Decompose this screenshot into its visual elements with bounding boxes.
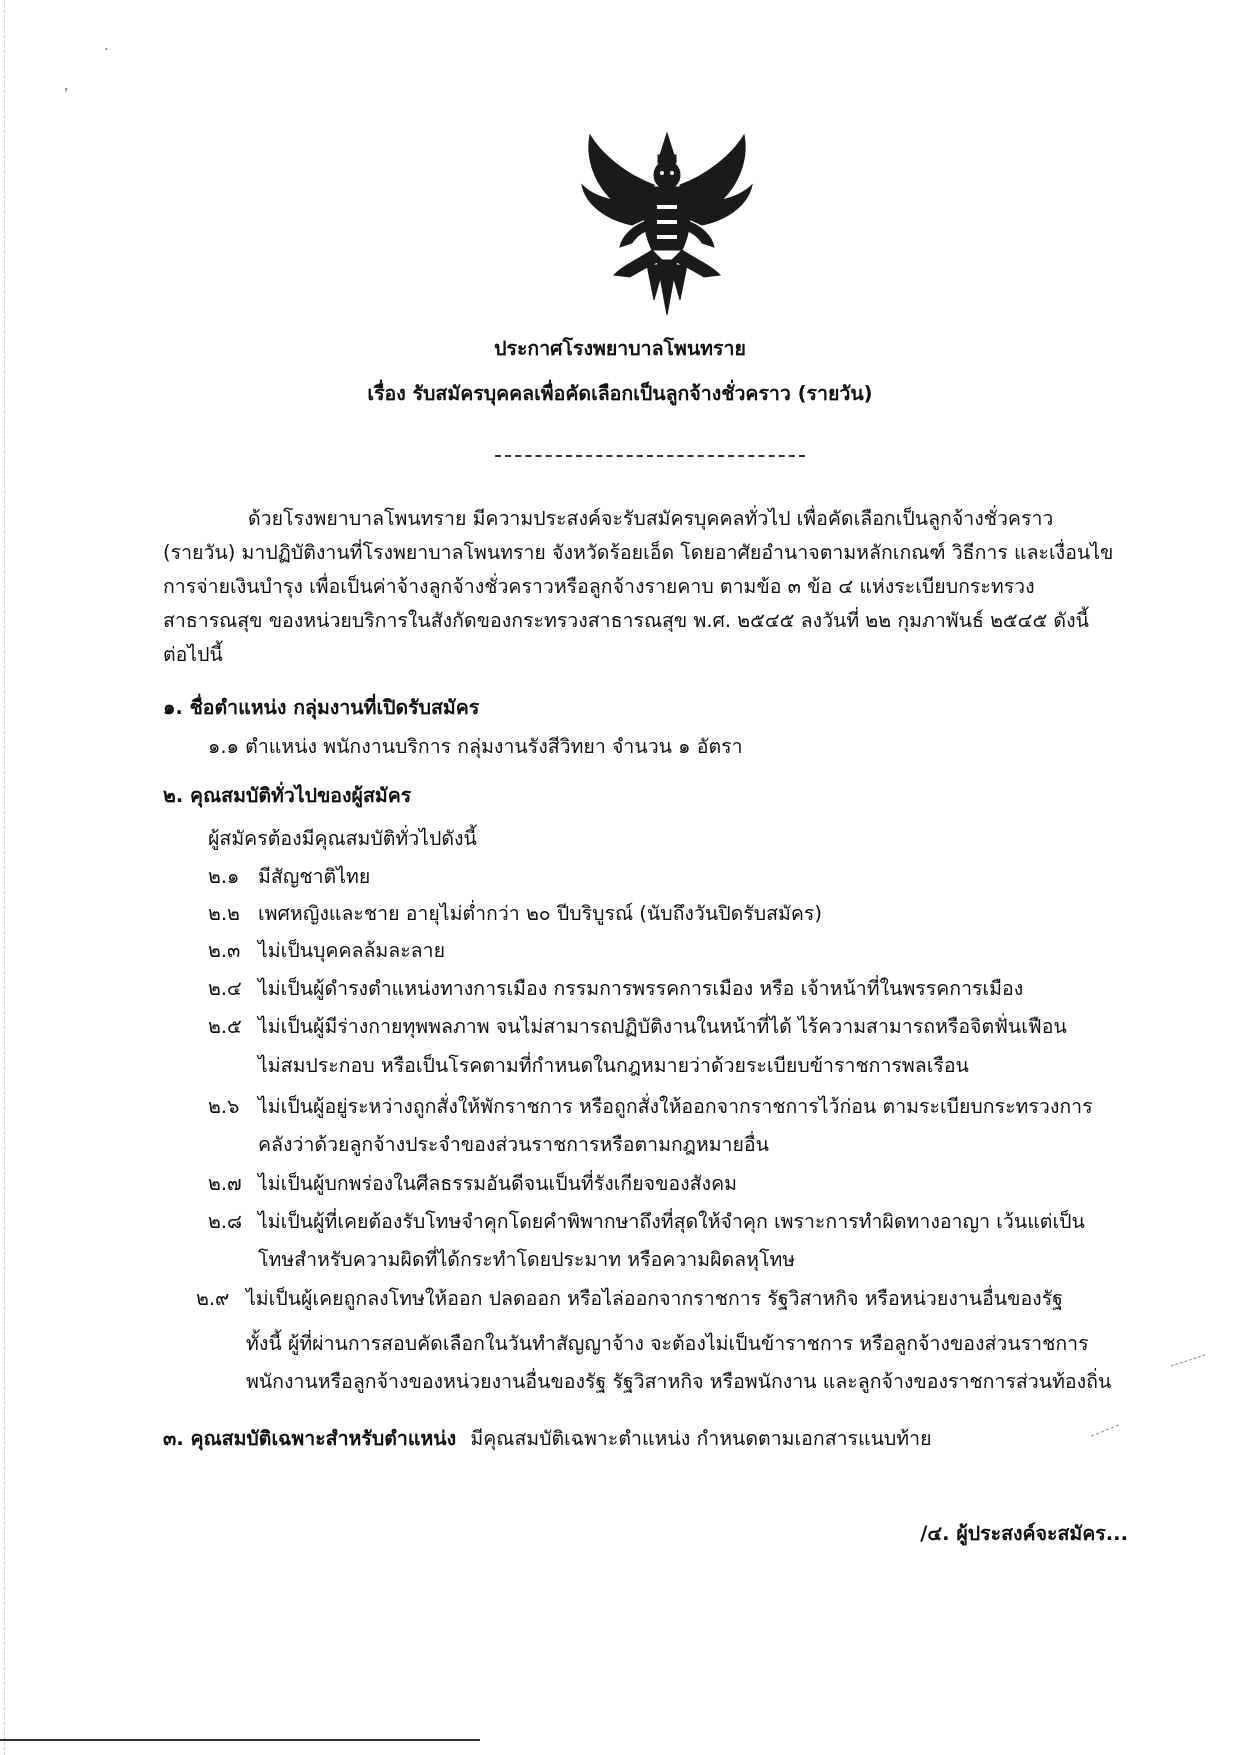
intro-line: (รายวัน) มาปฏิบัติงานที่โรงพยาบาลโพนทราย จังหวัดร้อยเอ็ด โดยอาศัยอำนาจตามหลักเกณฑ์ วิธีการ และเงื่อนไข <box>163 541 1114 564</box>
scan-speck: , <box>64 78 69 94</box>
qualification-number: ๒.๒ <box>208 902 240 925</box>
section-2-lead: ผู้สมัครต้องมีคุณสมบัติทั่วไปดังนี้ <box>208 827 477 850</box>
document-title: ประกาศโรงพยาบาลโพนทราย <box>494 337 746 360</box>
qualification-text: โทษสำหรับความผิดที่ได้กระทำโดยประมาท หรือความผิดลหุโทษ <box>258 1248 796 1271</box>
qualification-number: ๒.๘ <box>208 1210 243 1233</box>
qualification-number: ๒.๓ <box>208 939 241 962</box>
qualification-number: ๒.๗ <box>208 1172 242 1195</box>
section-2-heading: ๒. คุณสมบัติทั่วไปของผู้สมัคร <box>163 784 412 807</box>
qualification-text: ไม่เป็นผู้เคยถูกลงโทษให้ออก ปลดออก หรือไล่ออกจากราชการ รัฐวิสาหกิจ หรือหน่วยงานอื่นของรัฐ <box>246 1287 1063 1310</box>
qualification-number: ๒.๙ <box>196 1287 230 1310</box>
qualification-text: ไม่เป็นผู้มีร่างกายทุพพลภาพ จนไม่สามารถปฏิบัติงานในหน้าที่ได้ ไร้ความสามารถหรือจิตฟั่นเฟือน <box>258 1015 1067 1038</box>
qualification-number: ๒.๑ <box>208 865 240 888</box>
section-3-heading: ๓. คุณสมบัติเฉพาะสำหรับตำแหน่ง <box>163 1427 457 1450</box>
garuda-emblem-icon <box>572 125 762 325</box>
continuation-note: /๔. ผู้ประสงค์จะสมัคร... <box>920 1522 1128 1545</box>
intro-line: ด้วยโรงพยาบาลโพนทราย มีความประสงค์จะรับสมัครบุคคลทั่วไป เพื่อคัดเลือกเป็นลูกจ้างชั่วคราว <box>248 507 1054 530</box>
document-subject: เรื่อง รับสมัครบุคคลเพื่อคัดเลือกเป็นลูกจ้างชั่วคราว (รายวัน) <box>367 382 873 405</box>
qualification-number: ๒.๖ <box>208 1095 240 1118</box>
qualification-text: เพศหญิงและชาย อายุไม่ต่ำกว่า ๒๐ ปีบริบูรณ์ (นับถึงวันปิดรับสมัคร) <box>258 902 822 925</box>
qualification-text: คลังว่าด้วยลูกจ้างประจำของส่วนราชการหรือตามกฎหมายอื่น <box>258 1133 769 1156</box>
intro-line: ต่อไปนี้ <box>163 643 223 666</box>
scan-mark <box>1091 1424 1119 1436</box>
title-separator <box>495 455 805 457</box>
qualification-text: ไม่สมประกอบ หรือเป็นโรคตามที่กำหนดในกฎหมายว่าด้วยระเบียบข้าราชการพลเรือน <box>258 1054 969 1077</box>
intro-line: การจ่ายเงินบำรุง เพื่อเป็นค่าจ้างลูกจ้างชั่วคราวหรือลูกจ้างรายคาบ ตามข้อ ๓ ข้อ ๔ แห่งระเบียบกระทรวง <box>163 575 1035 598</box>
qualification-text: ไม่เป็นผู้บกพร่องในศีลธรรมอันดีจนเป็นที่รังเกียจของสังคม <box>258 1172 737 1195</box>
section-3-text: มีคุณสมบัติเฉพาะตำแหน่ง กำหนดตามเอกสารแนบท้าย <box>470 1427 932 1450</box>
section-2-note: ทั้งนี้ ผู้ที่ผ่านการสอบคัดเลือกในวันทำสัญญาจ้าง จะต้องไม่เป็นข้าราชการ หรือลูกจ้างของส่วนราชการ <box>246 1332 1089 1355</box>
section-3-line <box>163 1425 932 1453</box>
qualification-text: ไม่เป็นผู้อยู่ระหว่างถูกสั่งให้พักราชการ หรือถูกสั่งให้ออกจากราชการไว้ก่อน ตามระเบียบกระทรวงการ <box>258 1095 1093 1118</box>
section-1-heading: ๑. ชื่อตำแหน่ง กลุ่มงานที่เปิดรับสมัคร <box>163 696 480 719</box>
intro-line: สาธารณสุข ของหน่วยบริการในสังกัดของกระทรวงสาธารณสุข พ.ศ. ๒๕๔๕ ลงวันที่ ๒๒ กุมภาพันธ์ ๒๕๔๕ ดังนี้ <box>163 609 1089 632</box>
qualification-text: มีสัญชาติไทย <box>258 865 371 888</box>
qualification-number: ๒.๕ <box>208 1015 242 1038</box>
scan-mark <box>1171 1354 1206 1366</box>
section-2-note: พนักงานหรือลูกจ้างของหน่วยงานอื่นของรัฐ รัฐวิสาหกิจ หรือพนักงาน และลูกจ้างของราชการส่วนท้องถิ่น <box>246 1370 1112 1393</box>
scan-edge <box>4 0 6 1755</box>
scan-border <box>0 1739 480 1741</box>
qualification-text: ไม่เป็นบุคคลล้มละลาย <box>258 939 446 962</box>
scan-speck: · <box>104 42 109 58</box>
qualification-text: ไม่เป็นผู้ที่เคยต้องรับโทษจำคุกโดยคำพิพากษาถึงที่สุดให้จำคุก เพราะการทำผิดทางอาญา เว้นแต่เป็น <box>258 1210 1085 1233</box>
qualification-text: ไม่เป็นผู้ดำรงตำแหน่งทางการเมือง กรรมการพรรคการเมือง หรือ เจ้าหน้าที่ในพรรคการเมือง <box>258 977 1024 1000</box>
qualification-number: ๒.๔ <box>208 977 242 1000</box>
section-1-item: ๑.๑ ตำแหน่ง พนักงานบริการ กลุ่มงานรังสีวิทยา จำนวน ๑ อัตรา <box>208 735 743 758</box>
